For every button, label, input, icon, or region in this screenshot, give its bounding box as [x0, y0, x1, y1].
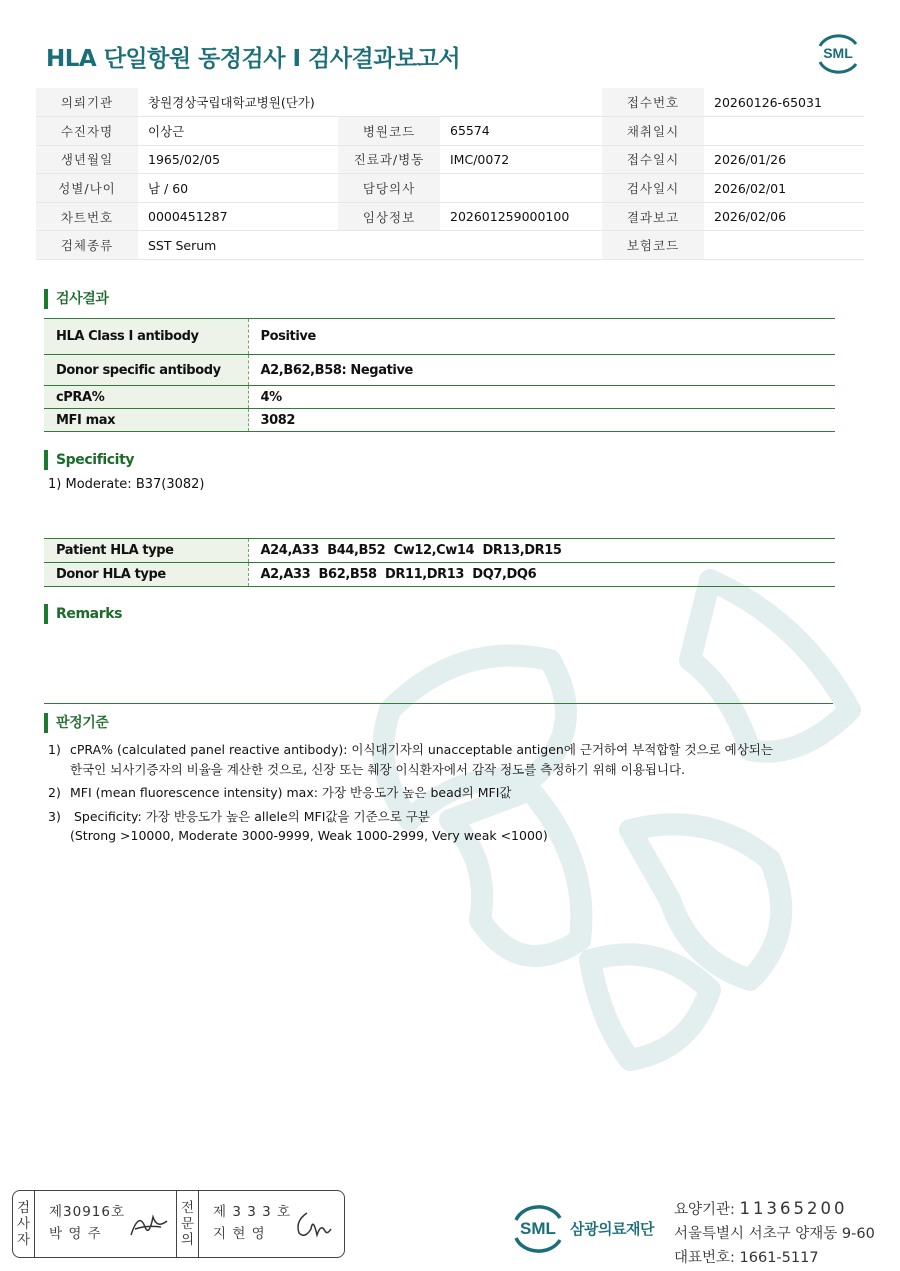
specialist-signature-icon — [291, 1207, 335, 1241]
criteria-text: MFI (mean fluorescence intensity) max: 가장 반응도가 높은 bead의 MFI값 — [70, 785, 512, 800]
criteria-number: 3) — [48, 808, 61, 824]
table-row — [44, 386, 835, 409]
sml-logo-icon — [812, 30, 864, 76]
criteria-number: 2) — [48, 785, 61, 800]
table-row — [44, 355, 835, 386]
info-label: 접수일시 — [602, 145, 704, 174]
tester-id: 제30916호 — [49, 1204, 126, 1220]
svg-text:SML: SML — [520, 1219, 556, 1238]
footer-phone: 대표번호: 1661-5117 — [674, 1250, 819, 1266]
info-row — [36, 88, 864, 117]
tester-signature-icon — [127, 1207, 171, 1241]
specialist-label: 전 문 의 — [177, 1191, 199, 1257]
info-value: 2026/02/01 — [704, 174, 864, 203]
result-value: 4% — [248, 386, 835, 409]
footer-info — [674, 1197, 875, 1270]
footer-code: 요양기관: 11365200 — [674, 1199, 848, 1218]
hla-value: A24,A33 B44,B52 Cw12,Cw14 DR13,DR15 — [248, 539, 835, 563]
criteria-item — [48, 807, 773, 846]
criteria-list — [48, 740, 773, 850]
specialist-id: 제 3 3 3 호 — [213, 1204, 292, 1220]
info-label: 보험코드 — [602, 231, 704, 260]
hla-value: A2,A33 B62,B58 DR11,DR13 DQ7,DQ6 — [248, 563, 835, 587]
info-label: 채취일시 — [602, 117, 704, 146]
info-value: SST Serum — [138, 231, 602, 260]
info-label: 수진자명 — [36, 117, 138, 146]
footer-org-name: 삼광의료재단 — [570, 1220, 654, 1238]
table-row — [44, 409, 835, 432]
result-key: Donor specific antibody — [44, 355, 248, 386]
info-value: IMC/0072 — [440, 145, 602, 174]
info-label: 접수번호 — [602, 88, 704, 117]
result-key: HLA Class I antibody — [44, 319, 248, 355]
info-row — [36, 231, 864, 260]
signature-box — [12, 1190, 345, 1258]
hla-type-table — [44, 538, 835, 587]
criteria-text: 한국인 뇌사기증자의 비율을 계산한 것으로, 신장 또는 췌장 이식환자에서 감작 정도를 측정하기 위해 이용됩니다. — [70, 761, 686, 777]
info-value: 이상근 — [138, 117, 338, 146]
tester-label: 검 사 자 — [13, 1191, 35, 1257]
patient-info-table — [36, 88, 864, 260]
criteria-text: (Strong >10000, Moderate 3000-9999, Weak 1000-2999, Very weak <1000) — [70, 828, 548, 843]
divider — [44, 703, 833, 704]
specialist-cell — [199, 1191, 344, 1257]
hla-key: Donor HLA type — [44, 563, 248, 587]
criteria-item — [48, 783, 773, 803]
footer-address: 서울특별시 서초구 양재동 9-60 — [674, 1226, 875, 1242]
table-row — [44, 563, 835, 587]
info-value: 20260126-65031 — [704, 88, 864, 117]
svg-text:SML: SML — [823, 45, 853, 61]
info-label: 성별/나이 — [36, 174, 138, 203]
criteria-item — [48, 740, 773, 779]
criteria-text: Specificity: 가장 반응도가 높은 allele의 MFI값을 기준으로 구분 — [74, 808, 430, 824]
section-heading-specificity: Specificity — [44, 450, 134, 470]
info-label: 검체종류 — [36, 231, 138, 260]
criteria-number: 1) — [48, 742, 61, 757]
info-label: 의뢰기관 — [36, 88, 138, 117]
result-table — [44, 318, 835, 432]
info-row — [36, 174, 864, 203]
info-label: 결과보고 — [602, 202, 704, 231]
result-value: Positive — [248, 319, 835, 355]
info-value: 1965/02/05 — [138, 145, 338, 174]
section-heading-remarks: Remarks — [44, 604, 122, 624]
info-label: 임상정보 — [338, 202, 440, 231]
info-label: 진료과/병동 — [338, 145, 440, 174]
info-row — [36, 202, 864, 231]
info-row — [36, 117, 864, 146]
info-value: 2026/01/26 — [704, 145, 864, 174]
info-label: 차트번호 — [36, 202, 138, 231]
table-row — [44, 319, 835, 355]
tester-cell — [35, 1191, 177, 1257]
sml-footer-logo-icon — [508, 1198, 568, 1258]
specialist-name: 지 현 영 — [213, 1226, 266, 1242]
info-value: 202601259000100 — [440, 202, 602, 231]
info-label: 병원코드 — [338, 117, 440, 146]
page-title: HLA 단일항원 동정검사 I 검사결과보고서 — [46, 46, 461, 72]
info-value — [704, 231, 864, 260]
info-row — [36, 145, 864, 174]
info-value: 65574 — [440, 117, 602, 146]
info-value: 창원경상국립대학교병원(단가) — [138, 88, 602, 117]
table-row — [44, 539, 835, 563]
result-value: A2,B62,B58: Negative — [248, 355, 835, 386]
info-value: 남 / 60 — [138, 174, 338, 203]
section-heading-criteria: 판정기준 — [44, 713, 109, 733]
result-key: cPRA% — [44, 386, 248, 409]
info-value: 2026/02/06 — [704, 202, 864, 231]
criteria-text: cPRA% (calculated panel reactive antibody): 이식대기자의 unacceptable antigen에 근거하여 부적합할 것으로 예상되는 — [70, 742, 773, 757]
info-label: 검사일시 — [602, 174, 704, 203]
info-label: 생년월일 — [36, 145, 138, 174]
info-value — [704, 117, 864, 146]
result-key: MFI max — [44, 409, 248, 432]
info-label: 담당의사 — [338, 174, 440, 203]
result-value: 3082 — [248, 409, 835, 432]
info-value: 0000451287 — [138, 202, 338, 231]
specificity-item: 1) Moderate: B37(3082) — [48, 477, 205, 492]
tester-name: 박 영 주 — [49, 1226, 102, 1242]
hla-key: Patient HLA type — [44, 539, 248, 563]
info-value — [440, 174, 602, 203]
section-heading-result: 검사결과 — [44, 289, 109, 309]
